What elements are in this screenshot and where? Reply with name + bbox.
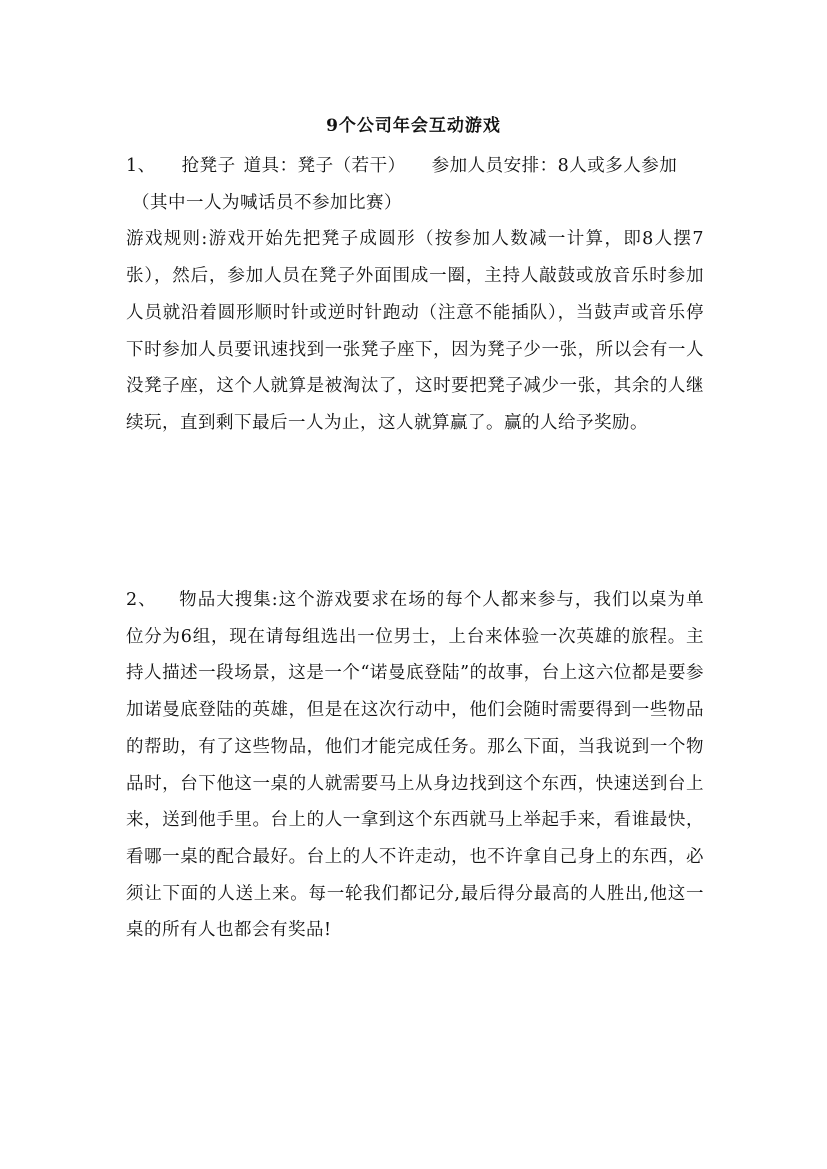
- section-1-participants-note: （其中一人为喊话员不参加比赛）: [132, 192, 402, 213]
- section-1-name: 抢凳子: [181, 156, 236, 176]
- page-title: 9个公司年会互动游戏: [326, 116, 501, 136]
- game-section-1: [126, 148, 704, 442]
- section-2-number: 2、: [126, 590, 157, 610]
- section-1-rules-label: 游戏规则:: [126, 229, 208, 250]
- section-2-paragraph: [126, 582, 704, 949]
- section-1-props-label: 道具：: [243, 156, 298, 176]
- section-1-participants-label: 参加人员安排：: [431, 156, 558, 176]
- section-2-body: 这个游戏要求在场的每个人都来参与，我们以桌为单位分为6组，现在请每组选出一位男士，上台来体验一次英雄的旅程。主持人描述一段场景，这是一个“诺曼底登陆”的故事，台上这六位都是要参加诺曼底登陆的英雄，但是在这次行动中，他们会随时需要得到一些物品的帮助，有了这些物品，他们才能完成任务。那么下面，当我说到一个物品时，台下他这一桌的人就需要马上从身边找到这个东西，快速送到台上来，送到他手里。台上的人一拿到这个东西就马上举起手来，看谁最快，看哪一桌的配合最好。台上的人不许走动，也不许拿自己身上的东西，必须让下面的人送上来。每一轮我们都记分,最后得分最高的人胜出,他这一桌的所有人也都会有奖品!: [126, 590, 704, 941]
- section-1-header: [126, 148, 704, 185]
- section-1-rules-text: 游戏开始先把凳子成圆形（按参加人数减一计算，即8人摆7张），然后，参加人员在凳子外面围成一圈，主持人敲鼓或放音乐时参加人员就沿着圆形顺时针或逆时针跑动（注意不能插队），当鼓声或音乐停下时参加人员要讯速找到一张凳子座下，因为凳子少一张，所以会有一人没凳子座，这个人就算是被淘汰了，这时要把凳子减少一张，其余的人继续玩，直到剩下最后一人为止，这人就算赢了。赢的人给予奖励。: [126, 229, 704, 433]
- section-2-name: 物品大搜集:: [178, 590, 279, 610]
- section-1-rules: [126, 221, 704, 441]
- section-1-number: 1、: [126, 156, 156, 176]
- game-section-2: [126, 582, 704, 949]
- section-1-participants-value: 8人或多人参加: [557, 156, 678, 176]
- section-1-props-value: 凳子（若干）: [297, 156, 406, 176]
